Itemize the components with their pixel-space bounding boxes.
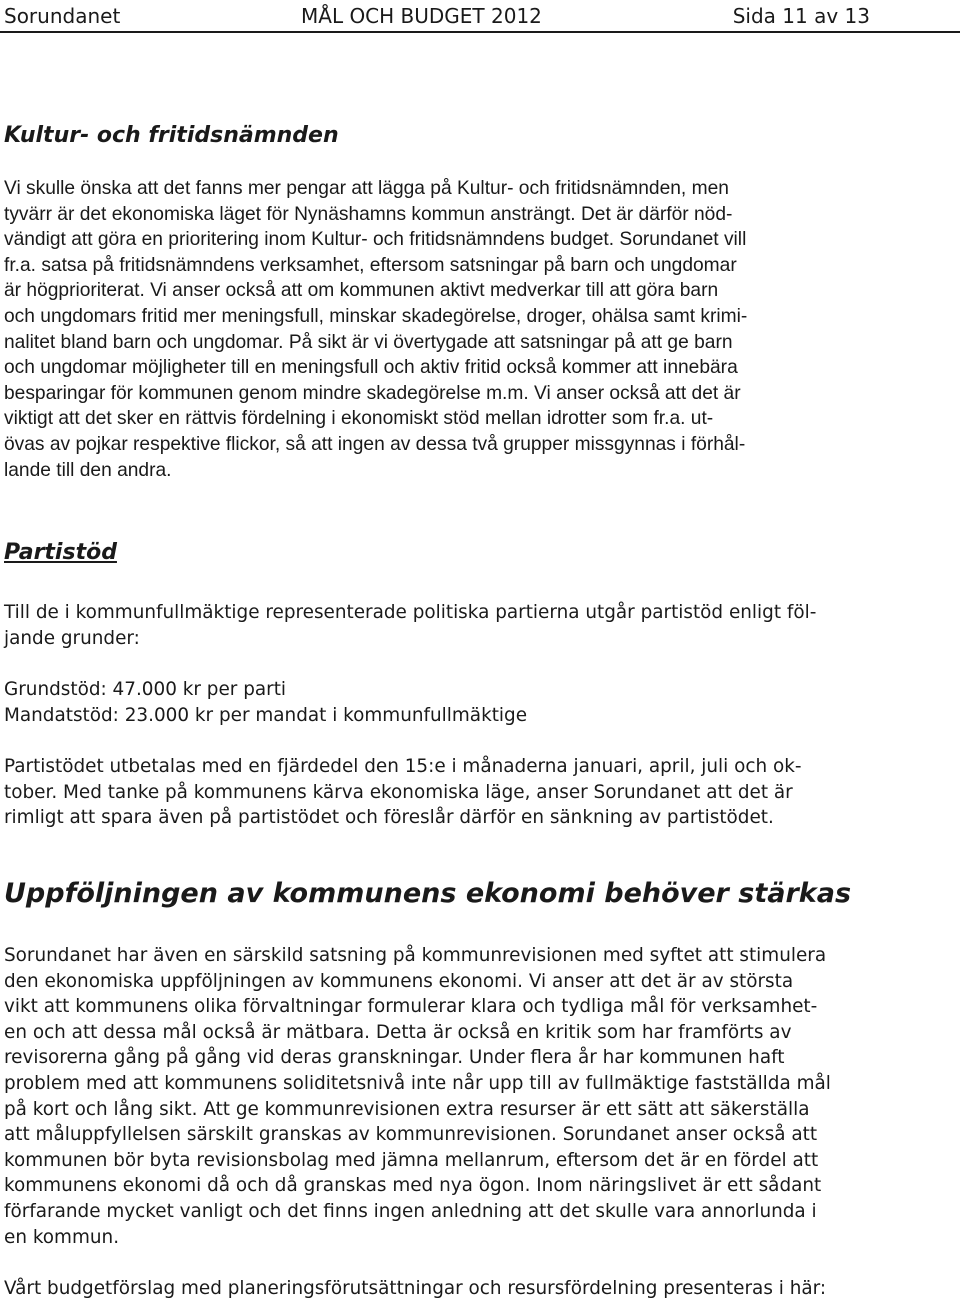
text-line: en kommun. — [4, 1226, 120, 1248]
text-line: Vi skulle önska att det fanns mer pengar att lägga på Kultur- och fritidsnämnden, men — [4, 178, 729, 199]
header-document-title: MÅL OCH BUDGET 2012 — [301, 4, 542, 28]
text-line: och ungdomar möjligheter till en meningsfull och aktiv fritid också kommer att innebära — [4, 357, 738, 379]
text-line: den ekonomiska uppföljningen av kommunens ekonomi. Vi anser att det är av största — [4, 970, 794, 992]
grundstod-line: Grundstöd: 47.000 kr per parti — [4, 679, 287, 700]
header-divider — [0, 31, 960, 33]
text-line: på kort och lång sikt. Att ge kommunrevisionen extra resurser är ett sätt att säkerställa — [4, 1098, 810, 1120]
text-line: revisorerna gång på gång vid deras granskningar. Under flera år har kommunen haft — [4, 1047, 785, 1069]
text-line: fr.a. satsa på fritidsnämndens verksamhet, eftersom satsningar på barn och ungdomar — [4, 254, 737, 276]
text-line: Sorundanet har även en särskild satsning på kommunrevisionen med syftet att stimulera — [4, 945, 827, 966]
partistod-amounts — [4, 677, 952, 728]
mandatstod-line: Mandatstöd: 23.000 kr per mandat i kommunfullmäktige — [4, 704, 528, 726]
paragraph-partistod-body — [4, 754, 952, 831]
text-line: Till de i kommunfullmäktige representerade politiska partierna utgår partistöd enligt föl- — [4, 602, 817, 623]
paragraph-partistod-intro — [4, 600, 952, 651]
text-line: tober. Med tanke på kommunens kärva ekonomiska läge, anser Sorundanet att det är — [4, 781, 793, 803]
page-header — [0, 0, 960, 30]
text-line: problem med att kommunens soliditetsnivå inte når upp till av fullmäktige fastställda mål — [4, 1072, 831, 1094]
section-heading-kultur: Kultur- och fritidsnämnden — [4, 123, 339, 148]
text-line: Partistödet utbetalas med en fjärdedel den 15:e i månaderna januari, april, juli och ok- — [4, 756, 802, 777]
text-line: är högprioriterat. Vi anser också att om kommunen aktivt medverkar till att göra barn — [4, 280, 719, 302]
section-heading-uppfoljning: Uppföljningen av kommunens ekonomi behöver stärkas — [4, 878, 852, 909]
text-line: viktigt att det sker en rättvis fördelning i ekonomiskt stöd mellan idrotter som fr.a. ut- — [4, 408, 714, 430]
text-line: övas av pojkar respektive flickor, så att ingen av dessa två grupper missgynnas i förhål- — [4, 433, 746, 455]
paragraph-kultur — [4, 176, 952, 483]
text-line: besparingar för kommunen genom mindre skadegörelse m.m. Vi anser också att det är — [4, 382, 741, 404]
text-line: att måluppfyllelsen särskilt granskas av kommunrevisionen. Sorundanet anser också att — [4, 1124, 818, 1146]
text-line: kommunens ekonomi då och då granskas med nya ögon. Inom näringslivet är ett sådant — [4, 1175, 822, 1197]
text-line: rimligt att spara även på partistödet och föreslår därför en sänkning av partistödet. — [4, 807, 774, 829]
text-line: kommunen bör byta revisionsbolag med jämna mellanrum, eftersom det är en fördel att — [4, 1149, 819, 1171]
header-page-number: Sida 11 av 13 — [732, 4, 870, 28]
text-line: förfarande mycket vanligt och det finns ingen anledning att det skulle vara annorlunda i — [4, 1200, 817, 1222]
text-line: och ungdomars fritid mer meningsfull, minskar skadegörelse, droger, ohälsa samt krimi- — [4, 305, 748, 327]
text-line: vändigt att göra en prioritering inom Kultur- och fritidsnämndens budget. Sorundanet vill — [4, 229, 747, 251]
paragraph-uppfoljning — [4, 943, 952, 1250]
text-line: tyvärr är det ekonomiska läget för Nynäshamns kommun ansträngt. Det är därför nöd- — [4, 203, 733, 225]
text-line: lande till den andra. — [4, 459, 172, 481]
closing-line: Vårt budgetförslag med planeringsförutsättningar och resursfördelning presenteras i här: — [4, 1278, 827, 1299]
header-organization: Sorundanet — [4, 4, 121, 28]
text-line: nalitet bland barn och ungdomar. På sikt är vi övertygade att satsningar på att ge barn — [4, 331, 733, 353]
text-line: jande grunder: — [4, 627, 140, 649]
text-line: vikt att kommunens olika förvaltningar formulerar klara och tydliga mål för verksamhet- — [4, 996, 818, 1018]
text-line: en och att dessa mål också är mätbara. Detta är också en kritik som har framförts av — [4, 1021, 792, 1043]
section-heading-partistod: Partistöd — [4, 540, 117, 565]
